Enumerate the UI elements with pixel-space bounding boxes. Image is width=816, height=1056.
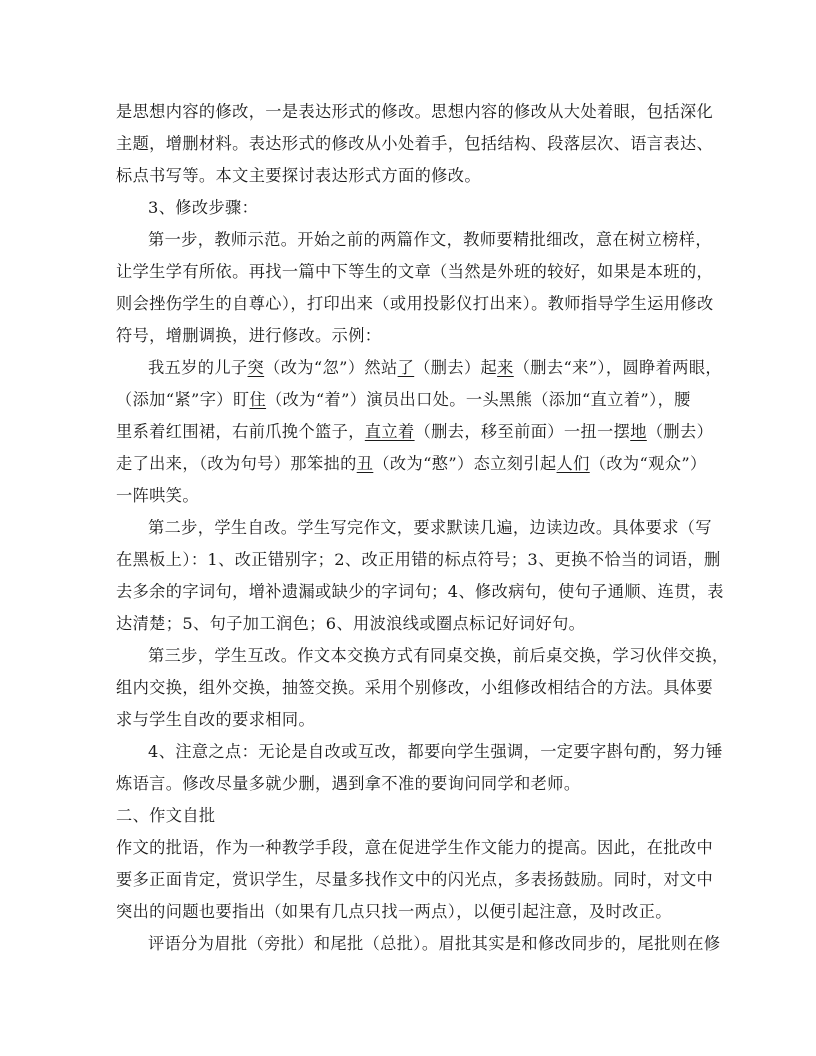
example-text: 里系着红围裙，右前爪挽个篮子， [116,422,365,441]
underlined-word: 丑 [356,454,374,473]
example-text: 我五岁的儿子 [148,358,248,377]
example-line [116,384,701,416]
example-line: 一阵哄笑。 [116,486,199,505]
text-line: 让学生学有所依。再找一篇中下等生的文章（当然是外班的较好，如果是本班的， [116,262,714,281]
underlined-word: 地 [630,422,647,441]
underlined-word: 住 [249,390,267,409]
underlined-word: 直立着 [364,422,415,441]
example-text: （添加“紧”字）盯 [116,390,250,409]
document-page [116,96,729,960]
text-line: 第三步，学生互改。作文本交换方式有同桌交换，前后桌交换，学习伙伴交换， [148,646,729,665]
step-heading: 3、修改步骤： [148,198,259,217]
text-line: 突出的问题也要指出（如果有几点只找一两点），以便引起注意，及时改正。 [116,902,672,921]
example-text: （删去）起 [414,358,498,377]
text-line: 达清楚；5、句子加工润色；6、用波浪线或圈点标记好词好句。 [116,614,586,633]
text-line: 主题，增删材料。表达形式的修改从小处着手，包括结构、段落层次、语言表达、 [116,134,714,153]
text-line: 第二步，学生自改。学生写完作文，要求默读几遍，边读边改。具体要求（写 [148,518,712,537]
example-text: （删去） [646,422,714,441]
text-line: 第一步，教师示范。开始之前的两篇作文，教师要精批细改，意在树立榜样， [148,230,712,249]
underlined-word: 突 [247,358,265,377]
example-text: 走了出来，（改为句号）那笨拙的 [116,454,357,473]
text-line: 4、注意之点：无论是自改或互改，都要向学生强调，一定要字斟句酌，努力锤 [148,742,723,761]
text-line: 去多余的字词句，增补遗漏或缺少的字词句；4、修改病句，使句子通顺、连贯，表 [116,582,724,601]
text-line: 组内交换，组外交换，抽签交换。采用个别修改，小组修改相结合的方法。具体要 [116,678,714,697]
example-line [116,352,723,384]
text-line: 标点书写等。本文主要探讨表达形式方面的修改。 [116,166,481,185]
example-line [116,416,714,448]
example-text: （改为“忽”）然站 [264,358,398,377]
underlined-word: 了 [397,358,415,377]
example-text: （改为“憨”）态立刻引起 [373,454,557,473]
text-line: 是思想内容的修改，一是表达形式的修改。思想内容的修改从大处着眼，包括深化 [116,102,714,121]
text-line: 求与学生自改的要求相同。 [116,710,316,729]
underlined-word: 来 [497,358,514,377]
text-line: 炼语言。修改尽量多就少删，遇到拿不准的要询问同学和老师。 [116,774,581,793]
text-line: 作文的批语，作为一种教学手段，意在促进学生作文能力的提高。因此，在批改中 [116,838,714,857]
example-text: （删去，移至前面）一扭一摆 [414,422,631,441]
text-line: 在黑板上）：1、改正错别字；2、改正用错的标点符号；3、更换不恰当的词语，删 [116,550,721,569]
text-line: 要多正面肯定，赏识学生，尽量多找作文中的闪光点，多表扬鼓励。同时，对文中 [116,870,714,889]
underlined-word: 人们 [556,454,590,473]
example-text: （改为“着”）演员出口处。一头黑熊（添加“直立着”），腰 [266,390,691,409]
section-heading: 二、作文自批 [116,806,216,825]
example-text: （删去“来”），圆睁着两眼， [513,358,723,377]
text-line: 评语分为眉批（旁批）和尾批（总批）。眉批其实是和修改同步的，尾批则在修 [148,934,721,953]
text-line: 则会挫伤学生的自尊心），打印出来（或用投影仪打出来）。教师指导学生运用修改 [116,294,714,313]
text-line: 符号，增删调换，进行修改。示例： [116,326,382,345]
example-line [116,448,707,480]
example-text: （改为“观众”） [589,454,707,473]
